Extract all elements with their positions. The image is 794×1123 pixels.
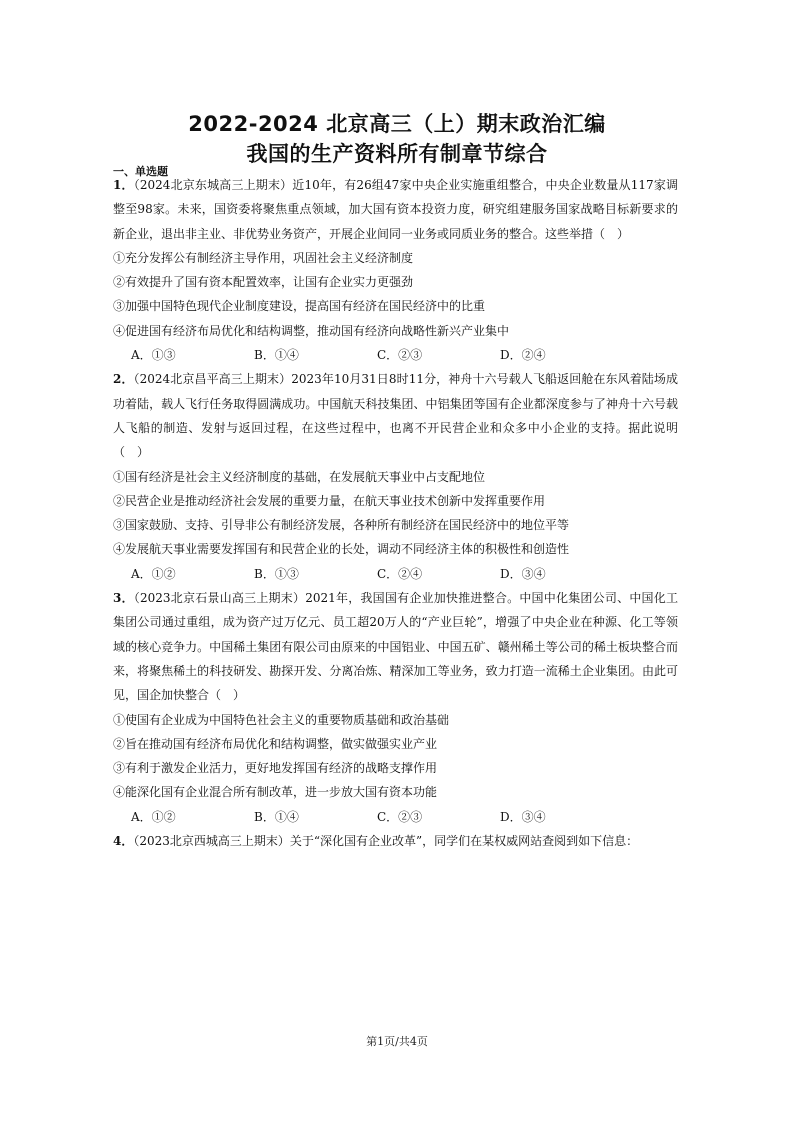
question-stem bbox=[113, 173, 678, 246]
question-stem bbox=[113, 367, 678, 464]
statement-item: ③有利于激发企业活力，更好地发挥国有经济的战略支撑作用 bbox=[113, 761, 438, 776]
statement-item: ③国家鼓励、支持、引导非公有制经济发展，各种所有制经济在国民经济中的地位平等 bbox=[113, 518, 570, 533]
answer-option[interactable]: D．③④ bbox=[500, 809, 546, 824]
statement-item: ②旨在推动国有经济布局优化和结构调整，做实做强实业产业 bbox=[113, 736, 438, 751]
question-number: 3． bbox=[113, 591, 134, 606]
document-subtitle: 我国的生产资料所有制章节综合 bbox=[246, 142, 548, 166]
statement-item: ①充分发挥公有制经济主导作用，巩固社会主义经济制度 bbox=[113, 250, 414, 265]
question-3 bbox=[113, 586, 678, 829]
statement-item: ①使国有企业成为中国特色社会主义的重要物质基础和政治基础 bbox=[113, 712, 450, 727]
question-stem bbox=[113, 829, 678, 853]
question-stem bbox=[113, 586, 678, 707]
document-title: 2022-2024 北京高三（上）期末政治汇编 bbox=[188, 112, 606, 136]
question-1 bbox=[113, 173, 678, 367]
statement-item: ④促进国有经济布局优化和结构调整，推动国有经济向战略性新兴产业集中 bbox=[113, 323, 510, 338]
answer-option[interactable]: B．①④ bbox=[254, 348, 299, 363]
question-text: （2023北京石景山高三上期末）2021年，我国国有企业加快推进整合。中国中化集团公司、中国化工集团公司通过重组，成为资产过万亿元、员工超20万人的“产业巨轮”，增强了中央企业在种源、化工等领域的核心竞争力。中国稀土集团有限公司由原来的中国铝业、中国五矿、赣州稀土等公司的稀土板块整合而来，将聚焦稀土的科技研发、勘探开发、分离冶炼、精深加工等业务，致力打造一流稀土企业集团。由此可见，国企加快整合（ ） bbox=[113, 591, 678, 703]
page-number: 第1页/共4页 bbox=[366, 1035, 428, 1048]
statement-item: ④发展航天事业需要发挥国有和民营企业的长处，调动不同经济主体的积极性和创造性 bbox=[113, 542, 570, 557]
answer-option[interactable]: D．②④ bbox=[500, 348, 546, 363]
answer-choices bbox=[113, 562, 678, 586]
answer-option[interactable]: D．③④ bbox=[500, 566, 546, 581]
statement-item: ②有效提升了国有资本配置效率，让国有企业实力更强劲 bbox=[113, 275, 414, 290]
question-text: （2024北京昌平高三上期末）2023年10月31日8时11分，神舟十六号载人飞船返回舱在东风着陆场成功着陆，载人飞行任务取得圆满成功。中国航天科技集团、中铝集团等国有企业都深度参与了神舟十六号载人飞船的制造、发射与返回过程，在这些过程中，也离不开民营企业和众多中小企业的支持。据此说明（ ） bbox=[113, 372, 678, 460]
answer-option[interactable]: A．①② bbox=[131, 566, 176, 581]
question-text: （2024北京东城高三上期末）近10年，有26组47家中央企业实施重组整合，中央企业数量从117家调整至98家。未来，国资委将聚焦重点领域，加大国有资本投资力度，研究组建服务国家战略目标新要求的新企业，退出非主业、非优势业务资产，开展企业间同一业务或同质业务的整合。这些举措（ ） bbox=[113, 178, 678, 241]
answer-choices bbox=[113, 343, 678, 367]
answer-option[interactable]: A．①② bbox=[131, 809, 176, 824]
question-2 bbox=[113, 367, 678, 586]
answer-option[interactable]: C．②④ bbox=[377, 566, 423, 581]
statement-item: ②民营企业是推动经济社会发展的重要力量，在航天事业技术创新中发挥重要作用 bbox=[113, 493, 546, 508]
question-number: 1． bbox=[113, 178, 134, 192]
answer-option[interactable]: C．②③ bbox=[377, 348, 423, 363]
section-heading: 一、单选题 bbox=[113, 165, 168, 178]
answer-option[interactable]: B．①④ bbox=[254, 809, 299, 824]
statement-item: ①国有经济是社会主义经济制度的基础，在发展航天事业中占支配地位 bbox=[113, 469, 486, 484]
answer-option[interactable]: A．①③ bbox=[131, 348, 176, 363]
answer-choices bbox=[113, 805, 678, 829]
answer-option[interactable]: B．①③ bbox=[254, 566, 299, 581]
question-number: 2． bbox=[113, 372, 134, 387]
answer-option[interactable]: C．②③ bbox=[377, 809, 423, 824]
question-4 bbox=[113, 829, 678, 853]
question-list bbox=[113, 173, 678, 853]
statement-item: ③加强中国特色现代企业制度建设，提高国有经济在国民经济中的比重 bbox=[113, 299, 486, 314]
question-number: 4． bbox=[113, 834, 134, 849]
statement-item: ④能深化国有企业混合所有制改革，进一步放大国有资本功能 bbox=[113, 785, 438, 800]
question-text: （2023北京西城高三上期末）关于“深化国有企业改革”，同学们在某权威网站查阅到如下信息： bbox=[133, 834, 639, 849]
